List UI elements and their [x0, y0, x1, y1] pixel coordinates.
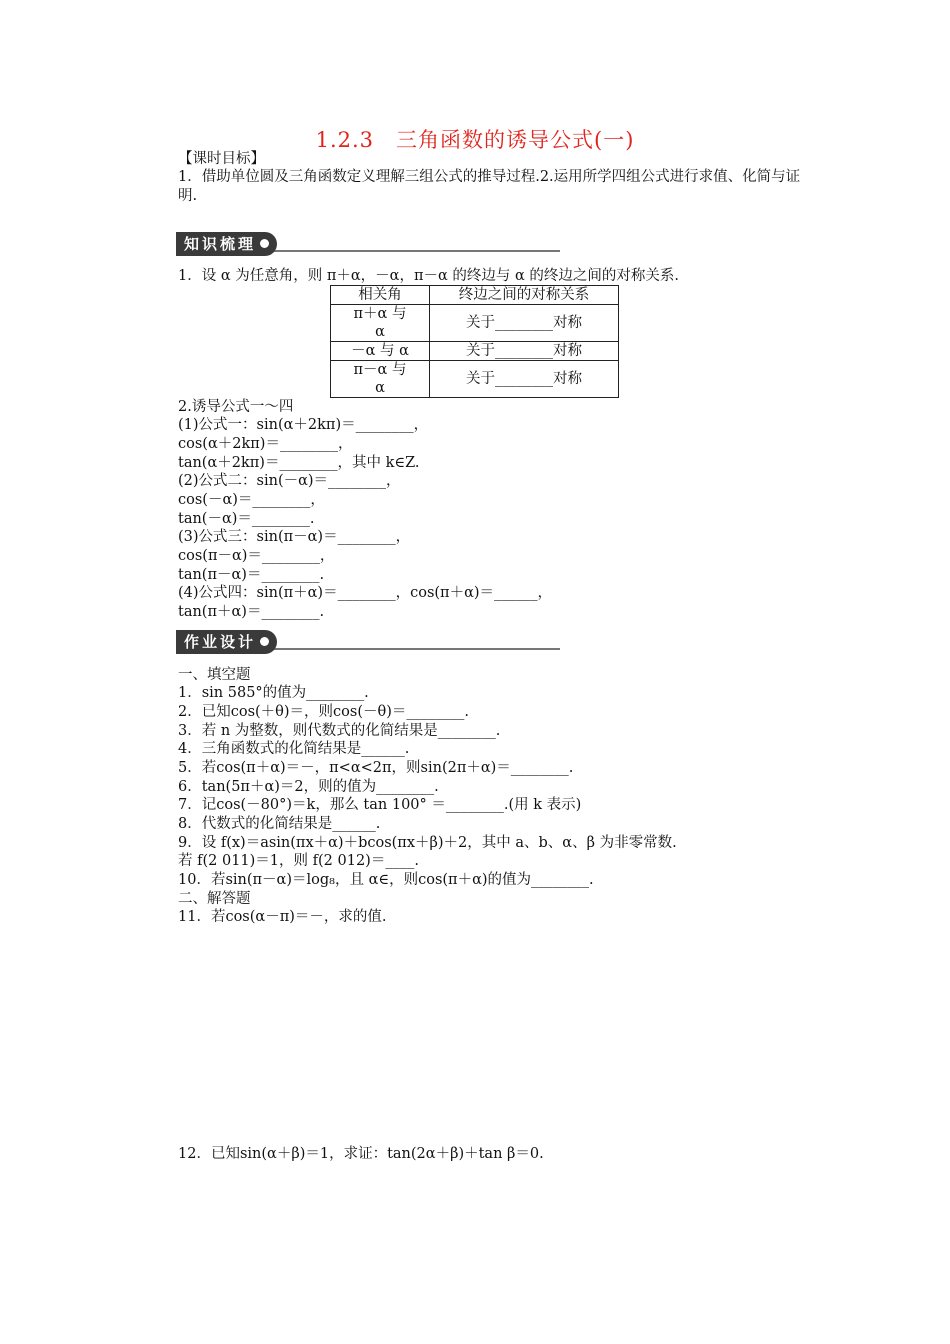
fill-heading: 一、填空题: [178, 667, 251, 683]
objectives-heading: 【课时目标】: [178, 151, 265, 167]
angle-line: －α 与 α: [351, 343, 409, 359]
table-row: [331, 361, 619, 398]
formula-line: tan(π＋α)＝________.: [178, 604, 325, 620]
bullet-icon: [260, 637, 269, 646]
question-1-intro: 1．设 α 为任意角，则 π＋α，－α，π－α 的终边与 α 的终边之间的对称关系.: [178, 268, 680, 284]
table-header-row: [331, 286, 619, 305]
formula-line: cos(α＋2kπ)＝________，: [178, 436, 353, 452]
table-cell-angle: [331, 361, 430, 398]
formula-line: (4)公式四：sin(π＋α)＝________，cos(π＋α)＝______，: [178, 585, 553, 601]
exercise-item: 5．若cos(π＋α)＝－，π<α<2π，则sin(2π＋α)＝________.: [178, 760, 574, 776]
exercise-item: 2．已知cos(＋θ)＝，则cos(－θ)＝________.: [178, 704, 470, 720]
exercise-item: 1．sin 585°的值为________.: [178, 685, 369, 701]
bullet-icon: [260, 239, 269, 248]
banner-tag: [176, 232, 277, 256]
section-banner-knowledge: [176, 232, 560, 256]
banner-tag: [176, 630, 277, 654]
question-11: 11．若cos(α－π)＝－，求的值.: [178, 909, 387, 925]
table-cell-angle: [331, 342, 430, 361]
table-row: [331, 305, 619, 342]
exercise-item: 7．记cos(－80°)＝k，那么 tan 100° ＝________.(用 k 表示): [178, 797, 582, 813]
angle-line: α: [375, 324, 385, 340]
exercise-item: 3．若 n 为整数，则代数式的化简结果是________.: [178, 723, 501, 739]
banner-label: 知识梳理: [184, 235, 257, 253]
angle-line: α: [375, 380, 385, 396]
table-header: 终边之间的对称关系: [430, 286, 619, 305]
formula-line: tan(π－α)＝________.: [178, 567, 325, 583]
table-cell-relation: 关于________对称: [430, 342, 619, 361]
exercise-item: 9．设 f(x)＝asin(πx＋α)＋bcos(πx＋β)＋2，其中 a、b、α、β 为非零常数.: [178, 835, 677, 851]
banner-label: 作业设计: [184, 633, 257, 651]
formula-line: (1)公式一：sin(α＋2kπ)＝________，: [178, 417, 429, 433]
exercise-item: 10．若sin(π－α)＝log₈，且 α∈，则cos(π＋α)的值为________.: [178, 872, 594, 888]
table-row: [331, 342, 619, 361]
question-12: 12．已知sin(α＋β)＝1，求证：tan(2α＋β)＋tan β＝0.: [178, 1146, 544, 1162]
table-header: 相关角: [331, 286, 430, 305]
table-cell-angle: [331, 305, 430, 342]
formula-line: tan(α＋2kπ)＝________，其中 k∈Z.: [178, 455, 420, 471]
symmetry-table: [330, 285, 619, 398]
formula-line: (2)公式二：sin(－α)＝________，: [178, 473, 401, 489]
formula-line: 2.诱导公式一～四: [178, 399, 294, 415]
exercise-item: 6．tan(5π＋α)＝2，则的值为________.: [178, 779, 439, 795]
solve-heading: 二、解答题: [178, 891, 251, 907]
formula-line: cos(π－α)＝________，: [178, 548, 335, 564]
angle-line: π＋α 与: [353, 306, 407, 322]
formula-line: (3)公式三：sin(π－α)＝________，: [178, 529, 411, 545]
formula-line: tan(－α)＝________.: [178, 511, 315, 527]
objectives-text: 1．借助单位圆及三角函数定义理解三组公式的推导过程.2.运用所学四组公式进行求值、化简与证明.: [178, 169, 801, 204]
exercise-item: 若 f(2 011)＝1，则 f(2 012)＝____.: [178, 853, 419, 869]
exercise-item: 8．代数式的化简结果是______.: [178, 816, 381, 832]
page-title: 1.2.3 三角函数的诱导公式(一): [315, 128, 635, 152]
table-cell-relation: 关于________对称: [430, 361, 619, 398]
angle-line: π－α 与: [353, 362, 407, 378]
formula-line: cos(－α)＝________，: [178, 492, 325, 508]
exercise-item: 4．三角函数式的化简结果是______.: [178, 741, 410, 757]
section-banner-homework: [176, 630, 560, 654]
table-cell-relation: 关于________对称: [430, 305, 619, 342]
